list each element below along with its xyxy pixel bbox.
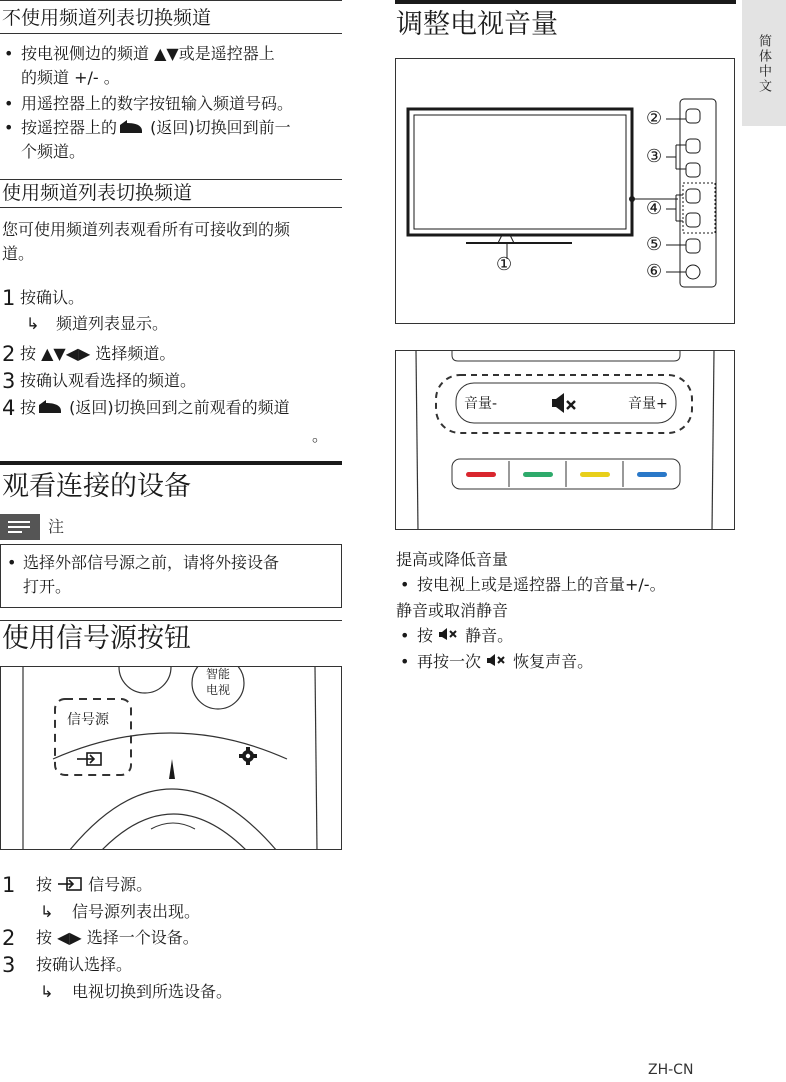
step-result: 电视切换到所选设备。 [72, 982, 233, 1001]
step-text: 按 ▲▼◀▶ 选择频道。 [20, 344, 176, 363]
remote-volume-illustration [395, 350, 735, 530]
section-heading: 使用频道列表切换频道 [2, 182, 193, 204]
section-heading: 使用信号源按钮 [2, 623, 191, 654]
color-key-bar [466, 472, 496, 477]
step-text: 按 (返回)切换回到之前观看的频道 [20, 398, 290, 417]
callout-4: ④ [646, 198, 663, 219]
step-text: 按确认观看选择的频道。 [20, 371, 197, 390]
step-result: 信号源列表出现。 [72, 902, 201, 921]
tv-drawing [396, 59, 736, 325]
section-heading: 不使用频道列表切换频道 [2, 7, 212, 29]
callout-5: ⑤ [646, 234, 663, 255]
step-number: 1 [2, 873, 16, 897]
note-label: 注 [48, 517, 65, 536]
body-text: 提高或降低音量 [396, 550, 509, 569]
result-arrow-icon: ↳ [40, 982, 54, 1001]
body-text: 静音或取消静音 [396, 601, 509, 620]
step-number: 2 [2, 926, 16, 950]
section-heading: 观看连接的设备 [2, 471, 191, 502]
step-number: 1 [2, 286, 16, 310]
section-rule [0, 179, 342, 180]
result-arrow-icon: ↳ [40, 902, 54, 921]
step-number: 3 [2, 953, 16, 977]
note-box [0, 544, 342, 608]
callout-3: ③ [646, 146, 663, 167]
color-key-bar [637, 472, 667, 477]
note-icon [0, 514, 40, 540]
section-rule [0, 620, 342, 621]
section-rule [0, 0, 342, 1]
note-bullet: • [7, 553, 17, 572]
callout-6: ⑥ [646, 261, 663, 282]
color-key-bar [523, 472, 553, 477]
language-tab-label: 简体中文 [756, 34, 771, 94]
step-text: 按 ◀▶ 选择一个设备。 [36, 928, 199, 947]
tv-illustration [395, 58, 735, 324]
color-key-bar [580, 472, 610, 477]
remote-volume-drawing [396, 351, 735, 530]
vol-minus-label: 音量- [464, 396, 498, 412]
result-arrow-icon: ↳ [26, 314, 40, 333]
language-tab [742, 0, 786, 126]
intro-text: 您可使用频道列表观看所有可接收到的频 道。 [2, 220, 291, 263]
section-rule [0, 207, 342, 208]
trailing-period: 。 [312, 426, 329, 445]
remote-source-drawing [1, 667, 342, 850]
smart-tv-label-bottom: 电视 [206, 683, 231, 697]
vol-plus-label: 音量+ [628, 396, 668, 412]
page-title: 调整电视音量 [396, 9, 558, 40]
callout-1: ① [496, 254, 513, 275]
smart-tv-label-top: 智能 [206, 667, 231, 681]
step-number: 3 [2, 369, 16, 393]
mute-icon [438, 627, 460, 641]
mute-icon [552, 393, 575, 413]
step-number: 2 [2, 342, 16, 366]
step-text: 按确认选择。 [36, 955, 133, 974]
source-icon [77, 753, 101, 765]
gear-icon [239, 747, 257, 765]
section-rule-thick [395, 0, 736, 4]
remote-source-illustration [0, 666, 342, 850]
section-rule-thick [0, 461, 342, 465]
step-text: 按确认。 [20, 288, 85, 307]
step-number: 4 [2, 396, 16, 420]
back-icon [117, 119, 145, 135]
step-result: 频道列表显示。 [56, 314, 169, 333]
source-icon [57, 876, 83, 892]
section-rule [0, 33, 342, 34]
callout-2: ② [646, 108, 663, 129]
note-text: 选择外部信号源之前，请将外接设备 打开。 [23, 553, 280, 596]
back-icon [36, 399, 64, 415]
page-footer: ZH-CN [648, 1062, 694, 1078]
source-button-label: 信号源 [67, 712, 109, 728]
mute-icon [486, 653, 508, 667]
step-text: 按 信号源。 [36, 875, 153, 894]
